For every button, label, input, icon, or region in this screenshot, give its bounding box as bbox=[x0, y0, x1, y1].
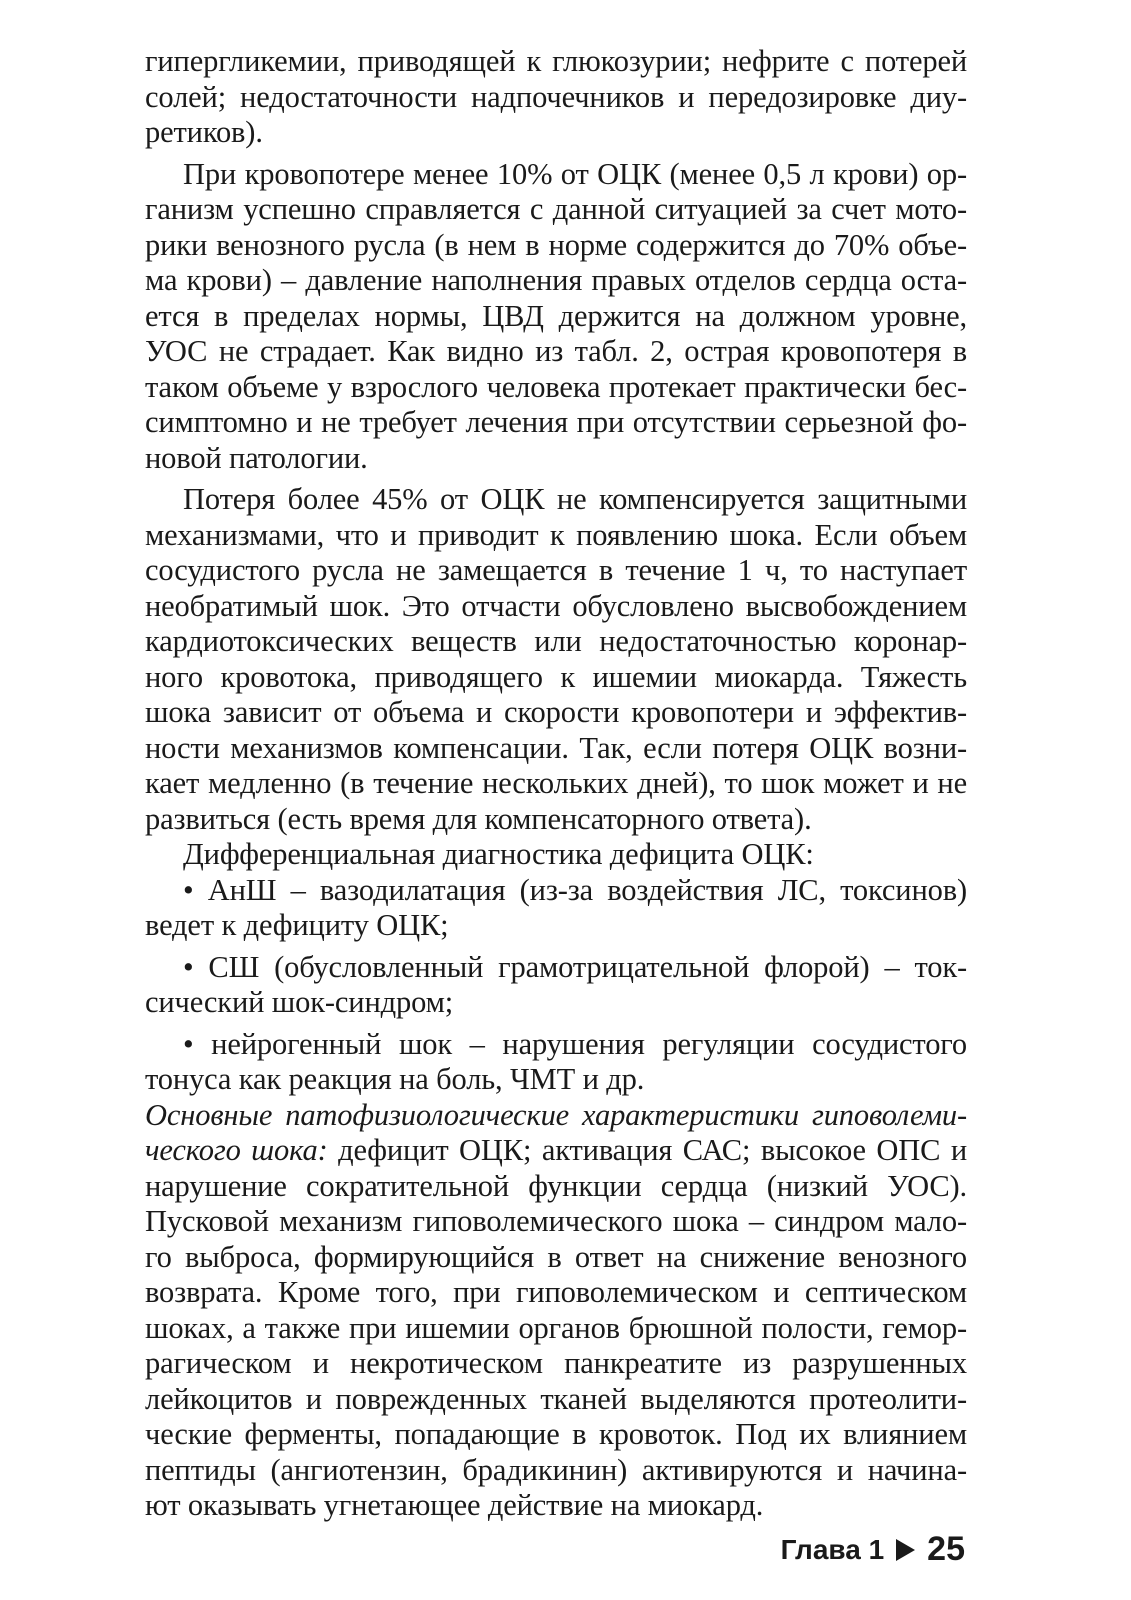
text-line: механизмами, что и приводит к появлению шока. Если объем bbox=[145, 517, 967, 552]
text-line: лейкоцитов и поврежденных тканей выделяются протеолити- bbox=[145, 1381, 967, 1416]
text-line: Потеря более 45% от ОЦК не компенсируется защитными bbox=[183, 482, 967, 516]
text-line: рики венозного русла (в нем в норме содержится до 70% объе- bbox=[145, 227, 967, 262]
text-line: тонуса как реакция на боль, ЧМТ и др. bbox=[145, 1062, 645, 1096]
text-line: шока зависит от объема и скорости кровопотери и эффектив- bbox=[145, 695, 967, 729]
text-line: гипергликемии, приводящей к глюкозурии; нефрите с потерей bbox=[145, 44, 967, 78]
page-footer bbox=[781, 1530, 965, 1569]
italic-heading-line: Основные патофизиологические характеристики гиповолеми- bbox=[145, 1097, 967, 1132]
text-line: го выброса, формирующийся в ответ на снижение венозного bbox=[145, 1239, 967, 1274]
chapter-label: Глава 1 bbox=[780, 1533, 885, 1565]
text-line: необратимый шок. Это отчасти обусловлено высвобождением bbox=[145, 588, 967, 623]
text-line: новой патологии. bbox=[145, 440, 368, 475]
text-line: шоках, а также при ишемии органов брюшной полости, гемор- bbox=[145, 1310, 967, 1345]
triangle-right-icon bbox=[896, 1539, 915, 1561]
text-line: ма крови) – давление наполнения правых отделов сердца оста- bbox=[145, 263, 967, 297]
text-line: ют оказывать угнетающее действие на миокард. bbox=[145, 1488, 764, 1522]
text-line: кардиотоксических веществ или недостаточностью коронар- bbox=[145, 624, 967, 658]
text-line: развиться (есть время для компенсаторного ответа). bbox=[145, 801, 812, 836]
text-line: При кровопотере менее 10% от ОЦК (менее 0,5 л крови) ор- bbox=[183, 156, 967, 191]
text-line: сический шок-синдром; bbox=[145, 985, 454, 1019]
text-line: нарушение сократительной функции сердца (низкий УОС). bbox=[145, 1168, 967, 1203]
text-line: ного кровотока, приводящего к ишемии миокарда. Тяжесть bbox=[145, 659, 967, 694]
italic-heading-line: ческого шока: bbox=[145, 1133, 328, 1167]
list-item: • АнШ – вазодилатация (из-за воздействия ЛС, токсинов) bbox=[183, 872, 967, 907]
page-body bbox=[145, 44, 967, 1524]
text-line: сосудистого русла не замещается в течение 1 ч, то наступает bbox=[145, 553, 967, 587]
text-line: пептиды (ангиотензин, брадикинин) активируются и начина- bbox=[145, 1452, 967, 1487]
text-line: ческие ферменты, попадающие в кровоток. Под их влиянием bbox=[145, 1417, 967, 1451]
text-line: кает медленно (в течение нескольких дней), то шок может и не bbox=[145, 766, 967, 800]
text-line: ганизм успешно справляется с данной ситуацией за счет мото- bbox=[145, 192, 967, 226]
text-line: Пусковой механизм гиповолемического шока – синдром мало- bbox=[145, 1204, 967, 1238]
text-line: ретиков). bbox=[145, 115, 263, 149]
text-line: дефицит ОЦК; активация САС; высокое ОПС и bbox=[327, 1133, 967, 1167]
text-line: симптомно и не требует лечения при отсутствии серьезной фо- bbox=[145, 405, 967, 439]
text-line: УОС не страдает. Как видно из табл. 2, острая кровопотеря в bbox=[145, 334, 967, 368]
text-line: таком объеме у взрослого человека протекает практически бес- bbox=[145, 369, 967, 404]
list-item: • нейрогенный шок – нарушения регуляции сосудистого bbox=[183, 1026, 967, 1061]
text-line: ется в пределах нормы, ЦВД держится на должном уровне, bbox=[145, 298, 967, 333]
text-line: ведет к дефициту ОЦК; bbox=[145, 908, 449, 942]
list-item: • СШ (обусловленный грамотрицательной флорой) – ток- bbox=[183, 949, 967, 984]
text-line: ности механизмов компенсации. Так, если потеря ОЦК возни- bbox=[145, 730, 967, 765]
text-line: возврата. Кроме того, при гиповолемическом и септическом bbox=[145, 1275, 967, 1309]
text-line: рагическом и некротическом панкреатите из разрушенных bbox=[145, 1346, 967, 1380]
text-line bbox=[145, 1133, 967, 1169]
page-number: 25 bbox=[927, 1530, 965, 1568]
text-line: солей; недостаточности надпочечников и передозировке диу- bbox=[145, 79, 967, 114]
text-line: Дифференциальная диагностика дефицита ОЦК: bbox=[183, 837, 814, 871]
